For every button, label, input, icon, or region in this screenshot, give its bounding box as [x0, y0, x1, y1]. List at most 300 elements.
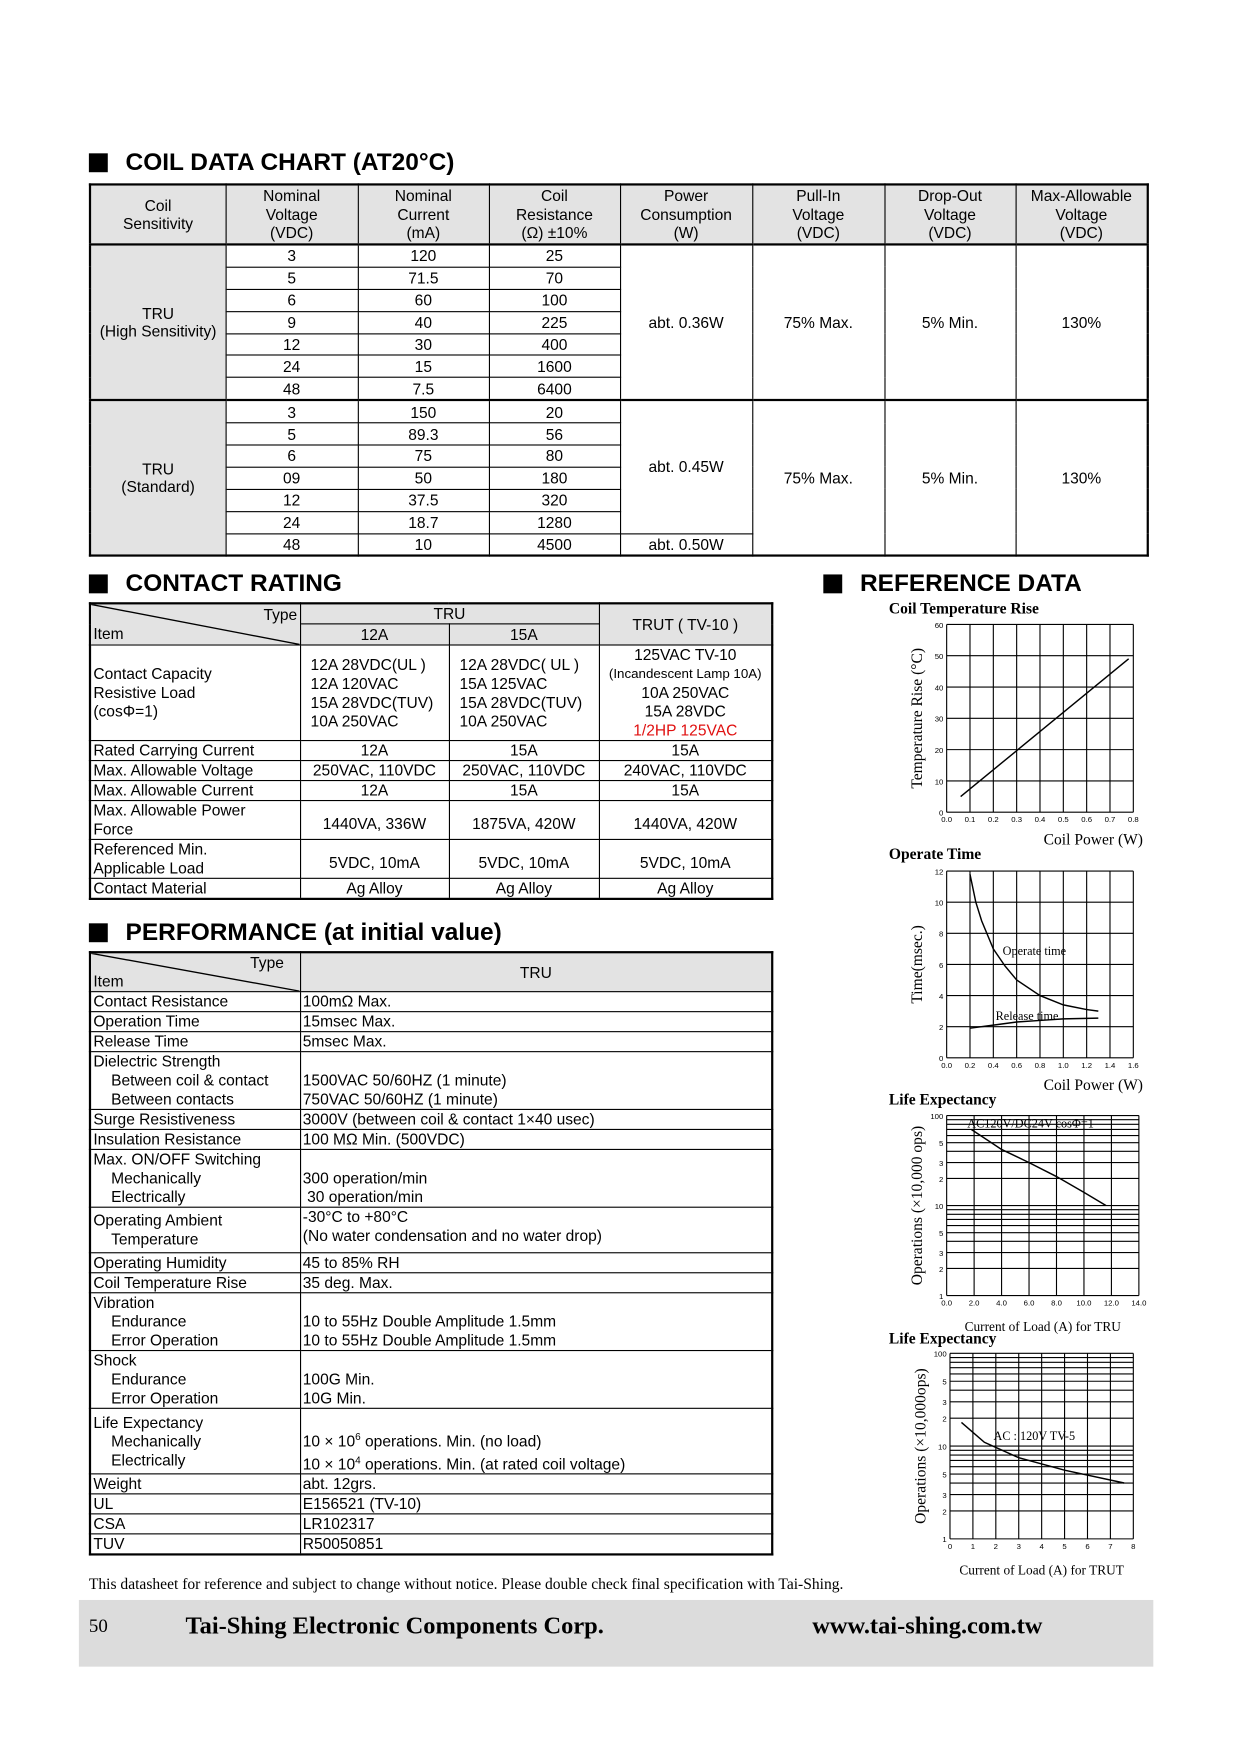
- cell-line: TUV: [93, 1534, 125, 1553]
- chart-annotation: Operate time: [1002, 943, 1067, 958]
- cell-line: Between coil & contact: [111, 1071, 269, 1089]
- table-row: [90, 781, 772, 801]
- y-tick-label: 3: [942, 1490, 947, 1500]
- y-tick-label: 1: [942, 1535, 947, 1545]
- item-cell: [90, 1351, 300, 1409]
- table-row: [90, 1534, 772, 1555]
- sub-header: 12A: [300, 624, 449, 645]
- cell-line: Voltage: [1055, 205, 1108, 224]
- table-row: [90, 1207, 772, 1253]
- chart-annotation: Release time: [995, 1009, 1059, 1024]
- value-cell: 75: [358, 445, 489, 467]
- value-text: 10 × 10: [302, 1454, 356, 1473]
- cell-line: Rated Carrying Current: [93, 741, 255, 759]
- x-tick-label: 5: [1062, 1541, 1067, 1551]
- value-line: [303, 1409, 769, 1428]
- cell-line: 12A 120VAC: [310, 673, 399, 692]
- column-header: [620, 184, 752, 244]
- cell-line: 12A 28VDC( UL ): [459, 654, 580, 673]
- pull-in-cell: 75% Max.: [752, 400, 884, 556]
- y-tick-label: 100: [933, 1349, 947, 1359]
- cell-line: (Ω) ±10%: [521, 223, 588, 242]
- value-cell: 12: [226, 333, 358, 355]
- value-cell: [300, 1149, 772, 1207]
- y-tick-label: 0: [938, 1054, 944, 1064]
- exponent: 4: [355, 1454, 361, 1466]
- y-tick-label: 6: [938, 960, 944, 970]
- value-line: 100mΩ Max.: [302, 992, 392, 1010]
- value-cell: 48: [226, 533, 358, 556]
- table-row: [90, 992, 772, 1012]
- performance-title-text: PERFORMANCE (at initial value): [125, 917, 502, 946]
- series-line-0: [971, 1129, 1106, 1205]
- value-cell: 37.5: [358, 489, 489, 511]
- cell-line: Shock: [93, 1351, 137, 1369]
- cell-line: (VDC): [270, 223, 314, 242]
- value-cell: 09: [226, 467, 358, 489]
- x-axis-label: Current of Load (A) for TRUT: [959, 1562, 1124, 1578]
- cell-line: Life Expectancy: [93, 1412, 204, 1431]
- value-cell: 25: [489, 244, 620, 267]
- cell-line: (Standard): [121, 478, 195, 496]
- column-header: [884, 184, 1015, 244]
- item-cell: [90, 1514, 300, 1534]
- value-cell: 225: [489, 311, 620, 333]
- value-cell: [300, 1351, 772, 1409]
- x-tick-label: 0: [947, 1541, 953, 1551]
- y-tick-label: 5: [938, 1228, 944, 1238]
- y-tick-label: 10: [934, 898, 944, 908]
- y-tick-label: 2: [938, 1264, 944, 1274]
- x-tick-label: 7: [1108, 1541, 1113, 1551]
- y-tick-label: 8: [938, 929, 944, 939]
- value-cell: [300, 1032, 772, 1052]
- value-cell: 9: [226, 311, 358, 333]
- x-tick-label: 0.2: [964, 1060, 976, 1070]
- y-tick-label: 5: [942, 1470, 947, 1480]
- cell-line: Current: [397, 205, 450, 224]
- value-cell: 71.5: [358, 267, 489, 289]
- value-line: 10 to 55Hz Double Amplitude 1.5mm: [302, 1312, 557, 1330]
- x-axis-label: Coil Power (W): [1043, 1076, 1143, 1094]
- cell-line: 125VAC TV-10: [634, 645, 737, 664]
- item-cell: [90, 839, 300, 878]
- y-tick-label: 2: [938, 1174, 944, 1184]
- value-line: R50050851: [302, 1534, 384, 1553]
- x-tick-label: 8.0: [1051, 1298, 1062, 1308]
- value-cell: 60: [358, 289, 489, 311]
- cell-line: Between contacts: [111, 1089, 234, 1108]
- value-cell: [300, 1052, 772, 1110]
- cell-line: Voltage: [924, 205, 976, 224]
- value-cell: 40: [358, 311, 489, 333]
- cell-line: Force: [93, 819, 134, 838]
- x-tick-label: 4.0: [996, 1298, 1007, 1308]
- x-axis-label: Current of Load (A) for TRU: [964, 1319, 1121, 1335]
- cell-line: 15A 28VDC: [644, 702, 726, 720]
- tru-header: TRU: [300, 603, 599, 624]
- value-line: (No water condensation and no water drop): [302, 1226, 602, 1245]
- cell-line: CSA: [93, 1514, 126, 1533]
- column-header: [489, 184, 620, 244]
- value-line: 3000V (between coil & contact 1×40 usec): [302, 1109, 595, 1128]
- item-cell: [90, 1012, 300, 1032]
- column-header: [358, 184, 489, 244]
- y-tick-label: 20: [934, 745, 944, 755]
- item-label: Item: [93, 972, 124, 990]
- item-cell: [90, 1109, 300, 1129]
- footer-bar: [79, 1600, 1153, 1667]
- coil-sensitivity-cell: [90, 244, 226, 400]
- cell-line: (W): [673, 223, 699, 242]
- cell-line: Coil: [144, 196, 172, 214]
- value-cell: [300, 992, 772, 1012]
- value-cell: [599, 645, 772, 741]
- cell-line: Power: [664, 186, 709, 205]
- value-cell: 12A: [300, 781, 449, 801]
- power-consumption-cell: abt. 0.50W: [620, 533, 752, 556]
- chart-2: [880, 1104, 1161, 1351]
- contact-rating-table: [89, 602, 773, 900]
- value-cell: 15A: [599, 781, 772, 801]
- value-line: 1500VAC 50/60HZ (1 minute): [302, 1071, 507, 1089]
- chart-title: Life Expectancy: [888, 1092, 997, 1109]
- value-cell: [300, 1293, 772, 1351]
- table-row: [90, 741, 772, 761]
- table-row: [90, 645, 772, 741]
- series-line-0: [970, 874, 1098, 1011]
- item-cell: [90, 1129, 300, 1149]
- y-tick-label: 2: [942, 1507, 947, 1517]
- cell-line: Mechanically: [111, 1431, 202, 1450]
- x-tick-label: 6.0: [1023, 1298, 1035, 1308]
- value-cell: 240VAC, 110VDC: [599, 761, 772, 781]
- performance-table: [89, 951, 773, 1556]
- cell-line: Contact Capacity: [93, 664, 212, 683]
- value-cell: 12: [226, 489, 358, 511]
- cell-line: Contact Material: [93, 878, 207, 897]
- cell-line: Electrically: [111, 1187, 186, 1206]
- cell-line: Referenced Min.: [93, 839, 208, 858]
- value-cell: [300, 1253, 772, 1273]
- cell-line: Applicable Load: [93, 858, 205, 877]
- x-tick-label: 0.2: [987, 815, 999, 825]
- value-cell: [449, 645, 599, 741]
- cell-line: Pull-In: [796, 186, 841, 205]
- value-line: 100 MΩ Min. (500VDC): [302, 1129, 465, 1148]
- x-tick-label: 0.5: [1057, 815, 1069, 825]
- y-tick-label: 5: [942, 1377, 947, 1387]
- drop-out-cell: 5% Min.: [884, 400, 1015, 556]
- coil-data-title: [89, 148, 455, 177]
- value-cell: 6400: [489, 378, 620, 401]
- contact-rating-title: [89, 569, 342, 598]
- x-tick-label: 12.0: [1103, 1298, 1119, 1308]
- cell-line: Operating Humidity: [93, 1253, 227, 1272]
- reference-title-text: REFERENCE DATA: [859, 568, 1082, 597]
- y-tick-label: 12: [934, 867, 944, 877]
- value-cell: 56: [489, 423, 620, 445]
- value-cell: 6: [226, 445, 358, 467]
- cell-line: Insulation Resistance: [93, 1129, 242, 1148]
- value-cell: [300, 1494, 772, 1514]
- y-tick-label: 0: [938, 808, 944, 818]
- x-tick-label: 3: [1016, 1541, 1021, 1551]
- table-row: [90, 878, 772, 899]
- y-tick-label: 5: [938, 1138, 944, 1148]
- header-row: [90, 184, 1148, 244]
- performance-title: [89, 918, 502, 947]
- item-cell: [90, 1494, 300, 1514]
- item-cell: [90, 1273, 300, 1293]
- value-line: abt. 12grs.: [302, 1474, 377, 1493]
- value-line: [303, 1451, 769, 1474]
- item-cell: [90, 1408, 300, 1474]
- cell-line: Contact Resistance: [93, 992, 229, 1010]
- item-cell: [90, 878, 300, 899]
- table-row: [90, 1494, 772, 1514]
- item-cell: [90, 781, 300, 801]
- cell-line: Surge Resistiveness: [93, 1109, 236, 1128]
- x-tick-label: 1.0: [1057, 1060, 1069, 1070]
- value-cell: 250VAC, 110VDC: [449, 761, 599, 781]
- table-row: [90, 1408, 772, 1474]
- cell-line: (cosΦ=1): [93, 702, 159, 720]
- cell-line: Nominal: [263, 186, 321, 205]
- x-tick-label: 1: [970, 1541, 976, 1551]
- value-cell: 15A: [449, 781, 599, 801]
- value-cell: [300, 1514, 772, 1534]
- value-cell: 4500: [489, 533, 620, 556]
- column-header: [752, 184, 884, 244]
- x-tick-label: 0.8: [1127, 815, 1139, 825]
- value-line: 45 to 85% RH: [302, 1253, 400, 1272]
- value-cell: 3: [226, 244, 358, 267]
- y-tick-label: 3: [938, 1158, 944, 1168]
- type-item-header: [90, 603, 300, 645]
- pull-in-cell: 75% Max.: [752, 244, 884, 400]
- value-cell: 1875VA, 420W: [449, 801, 599, 840]
- cell-line: (VDC): [796, 223, 840, 242]
- value-cell: 12A: [300, 741, 449, 761]
- item-cell: [90, 801, 300, 840]
- value-cell: 100: [489, 289, 620, 311]
- value-line: 750VAC 50/60HZ (1 minute): [302, 1089, 498, 1108]
- value-line: [303, 1428, 769, 1451]
- x-tick-label: 2.0: [968, 1298, 980, 1308]
- cell-line: Drop-Out: [917, 186, 982, 205]
- series-line-0: [961, 659, 1129, 797]
- value-cell: 80: [489, 445, 620, 467]
- table-row: [90, 761, 772, 781]
- value-cell: Ag Alloy: [449, 878, 599, 899]
- item-cell: [90, 1474, 300, 1494]
- power-consumption-cell: abt. 0.45W: [620, 400, 752, 533]
- coil-title-text: COIL DATA CHART (AT20°C): [125, 147, 455, 176]
- chart-title: Coil Temperature Rise: [888, 601, 1039, 618]
- value-cell: [300, 1408, 772, 1474]
- chart-0: [880, 613, 1156, 867]
- table-row: [90, 1474, 772, 1494]
- y-tick-label: 60: [934, 620, 944, 630]
- table-row: [90, 1012, 772, 1032]
- cell-line: 15A 28VDC(TUV): [459, 692, 583, 711]
- value-cell: [300, 1012, 772, 1032]
- y-tick-label: 3: [942, 1398, 947, 1408]
- cell-line: Endurance: [111, 1369, 187, 1388]
- cell-line: 15A 28VDC(TUV): [310, 692, 434, 711]
- value-cell: 30: [358, 333, 489, 355]
- cell-line: Error Operation: [111, 1388, 219, 1407]
- coil-data-table: [89, 183, 1149, 557]
- table-row: [90, 839, 772, 878]
- cell-line: Mechanically: [111, 1168, 202, 1187]
- y-tick-label: 2: [938, 1022, 944, 1032]
- cell-line: Max. ON/OFF Switching: [93, 1149, 262, 1168]
- value-cell: 70: [489, 267, 620, 289]
- item-cell: [90, 1052, 300, 1110]
- disclaimer-note: This datasheet for reference and subject to change without notice. Please double check final specification with Tai-Shing.: [88, 1576, 844, 1594]
- table-row: [90, 1149, 772, 1207]
- column-header: [226, 184, 358, 244]
- cell-line: Voltage: [265, 205, 318, 224]
- value-line: 300 operation/min: [302, 1168, 428, 1187]
- y-tick-label: 2: [942, 1414, 947, 1424]
- max-allowable-cell: 130%: [1016, 244, 1148, 400]
- x-tick-label: 4: [1039, 1541, 1044, 1551]
- cell-line: (Incandescent Lamp 10A): [608, 665, 762, 682]
- value-cell: 1440VA, 336W: [300, 801, 449, 840]
- column-header: [90, 184, 226, 244]
- y-tick-label: 1: [938, 1291, 944, 1301]
- value-cell: 320: [489, 489, 620, 511]
- x-tick-label: 10.0: [1076, 1298, 1092, 1308]
- value-cell: [300, 1207, 772, 1253]
- x-tick-label: 0.3: [1011, 815, 1023, 825]
- value-cell: 48: [226, 378, 358, 401]
- type-label: Type: [263, 605, 298, 624]
- value-cell: 5VDC, 10mA: [300, 839, 449, 878]
- y-axis-label: Operations (×10,000ops): [912, 1368, 930, 1524]
- item-cell: [90, 1253, 300, 1273]
- value-cell: [300, 1109, 772, 1129]
- coil-sensitivity-cell: [90, 400, 226, 556]
- header-row: [90, 603, 772, 624]
- value-cell: 150: [358, 400, 489, 423]
- y-tick-label: 40: [934, 683, 944, 693]
- cell-line: TRU: [142, 304, 175, 323]
- value-cell: 15: [358, 355, 489, 377]
- cell-line: Weight: [93, 1474, 142, 1493]
- cell-line: Resistance: [515, 205, 593, 224]
- value-text: operations. Min. (no load): [360, 1431, 542, 1450]
- value-cell: 5VDC, 10mA: [599, 839, 772, 878]
- cell-line: 15A 125VAC: [459, 673, 548, 692]
- red-rating: 1/2HP 125VAC: [633, 721, 738, 739]
- y-tick-label: 4: [938, 991, 944, 1001]
- bullet-square-icon: [89, 574, 108, 593]
- value-cell: 400: [489, 333, 620, 355]
- value-cell: 1280: [489, 511, 620, 533]
- cell-line: Operation Time: [93, 1012, 200, 1030]
- value-text: 10 × 10: [302, 1431, 356, 1450]
- table-row: [90, 1253, 772, 1273]
- table-row: [90, 1052, 772, 1110]
- value-cell: 89.3: [358, 423, 489, 445]
- header-row: [90, 952, 772, 991]
- y-tick-label: 30: [934, 714, 944, 724]
- value-cell: 250VAC, 110VDC: [300, 761, 449, 781]
- chart-title: Operate Time: [888, 846, 982, 864]
- column-header: [1016, 184, 1148, 244]
- item-cell: [90, 1149, 300, 1207]
- cell-line: Dielectric Strength: [93, 1052, 221, 1070]
- value-cell: [300, 1474, 772, 1494]
- trut-header: TRUT ( TV-10 ): [599, 603, 772, 645]
- value-cell: [300, 1129, 772, 1149]
- value-line: E156521 (TV-10): [302, 1494, 422, 1513]
- cell-line: Coil Temperature Rise: [93, 1273, 247, 1292]
- cell-line: 12A 28VDC(UL ): [310, 654, 426, 673]
- bullet-square-icon: [89, 153, 108, 172]
- x-tick-label: 1.4: [1104, 1060, 1116, 1070]
- item-cell: [90, 1032, 300, 1052]
- value-cell: 5: [226, 267, 358, 289]
- website-link[interactable]: www.tai-shing.com.tw: [812, 1611, 1043, 1639]
- value-cell: [300, 645, 449, 741]
- value-cell: 1600: [489, 355, 620, 377]
- x-tick-label: 0.1: [964, 815, 976, 825]
- cell-line: Consumption: [640, 205, 732, 224]
- type-item-header: [90, 952, 300, 991]
- value-cell: 24: [226, 511, 358, 533]
- page-number: 50: [88, 1615, 108, 1637]
- item-cell: [90, 1534, 300, 1555]
- value-line: [303, 1293, 769, 1312]
- cell-line: Coil: [541, 186, 568, 205]
- cell-line: Nominal: [394, 186, 452, 205]
- table-row: [90, 1293, 772, 1351]
- bullet-square-icon: [89, 923, 108, 942]
- item-cell: [90, 645, 300, 741]
- x-tick-label: 0.0: [941, 1060, 953, 1070]
- item-label: Item: [93, 624, 124, 643]
- x-tick-label: 0.0: [941, 815, 953, 825]
- y-tick-label: 50: [934, 652, 944, 662]
- cell-line: (mA): [406, 223, 441, 242]
- value-cell: 50: [358, 467, 489, 489]
- x-tick-label: 0.4: [1034, 815, 1046, 825]
- cell-line: Vibration: [93, 1293, 155, 1312]
- x-tick-label: 0.0: [941, 1298, 953, 1308]
- y-axis-label: Temperature Rise (°C): [909, 647, 927, 789]
- table-row: [90, 1032, 772, 1052]
- value-line: LR102317: [302, 1514, 375, 1533]
- item-cell: [90, 992, 300, 1012]
- cell-line: Electrically: [111, 1450, 186, 1469]
- x-tick-label: 1.2: [1081, 1060, 1093, 1070]
- value-line: 10G Min.: [302, 1388, 366, 1407]
- value-cell: 24: [226, 355, 358, 377]
- value-line: 100G Min.: [302, 1369, 375, 1388]
- value-cell: 15A: [449, 741, 599, 761]
- cell-line: 10A 250VAC: [310, 711, 399, 730]
- max-allowable-cell: 130%: [1016, 400, 1148, 556]
- x-axis-label: Coil Power (W): [1043, 831, 1143, 849]
- cell-line: (VDC): [928, 223, 972, 242]
- value-cell: 6: [226, 289, 358, 311]
- value-cell: 1440VA, 420W: [599, 801, 772, 840]
